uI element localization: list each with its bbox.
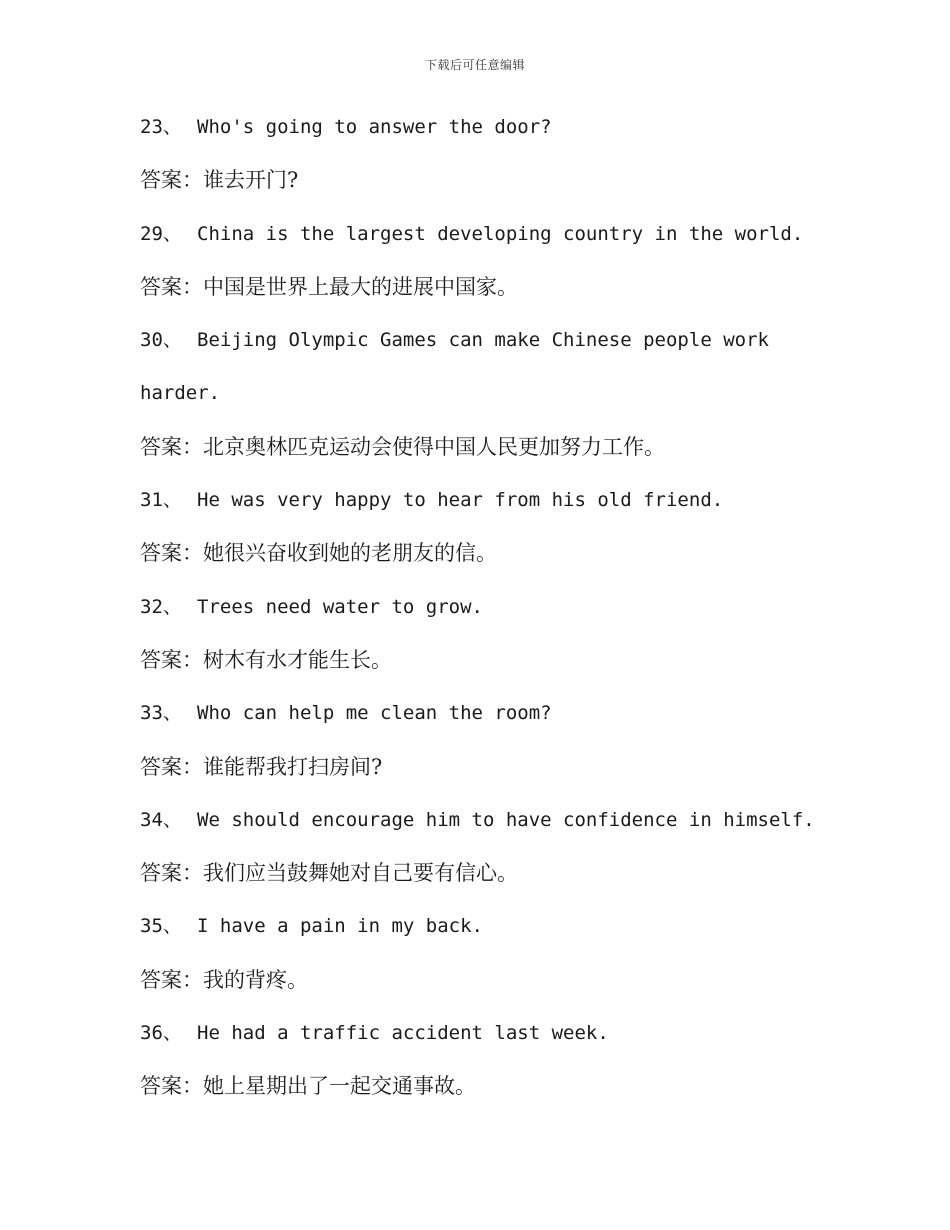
question-text: China is the largest developing country in the world. bbox=[197, 222, 804, 245]
answer-line bbox=[140, 538, 840, 591]
question-text: Who's going to answer the door? bbox=[197, 116, 552, 138]
question-text: harder. bbox=[140, 382, 221, 405]
question-text: I have a pain in my back. bbox=[197, 915, 483, 938]
question-line bbox=[140, 485, 840, 538]
question-line bbox=[140, 112, 840, 165]
question-text: Who can help me clean the room? bbox=[197, 702, 552, 725]
question-number: 32、 bbox=[140, 595, 182, 618]
question-line bbox=[140, 592, 840, 645]
answer-text: 答案：她上星期出了一起交通事故。 bbox=[140, 1074, 476, 1099]
question-number: 30、 bbox=[140, 329, 182, 352]
question-number: 31、 bbox=[140, 489, 182, 512]
question-text: He was very happy to hear from his old friend. bbox=[197, 489, 724, 512]
question-text: Trees need water to grow. bbox=[197, 595, 483, 618]
answer-text: 答案：树木有水才能生长。 bbox=[140, 647, 392, 672]
answer-line bbox=[140, 165, 840, 218]
answer-text: 答案：北京奥林匹克运动会使得中国人民更加努力工作。 bbox=[140, 434, 665, 459]
question-number: 33、 bbox=[140, 702, 182, 725]
answer-line bbox=[140, 645, 840, 698]
question-number: 29、 bbox=[140, 222, 182, 245]
answer-text: 答案：我的背疼。 bbox=[140, 967, 308, 992]
answer-line bbox=[140, 965, 840, 1018]
question-line bbox=[140, 698, 840, 751]
answer-text: 答案：我们应当鼓舞她对自己要有信心。 bbox=[140, 861, 518, 886]
question-number: 35、 bbox=[140, 915, 182, 938]
question-number: 36、 bbox=[140, 1022, 182, 1045]
answer-text: 答案：她很兴奋收到她的老朋友的信。 bbox=[140, 541, 497, 566]
question-number: 23、 bbox=[140, 116, 182, 138]
question-line bbox=[140, 325, 840, 378]
answer-text: 答案：谁能帮我打扫房间? bbox=[140, 754, 383, 779]
qa-list bbox=[140, 112, 840, 1125]
question-line bbox=[140, 378, 840, 431]
answer-line bbox=[140, 432, 840, 485]
question-line bbox=[140, 911, 840, 964]
question-text: He had a traffic accident last week. bbox=[197, 1022, 609, 1045]
question-line bbox=[140, 1018, 840, 1071]
question-line bbox=[140, 219, 840, 272]
answer-line bbox=[140, 752, 840, 805]
question-number: 34、 bbox=[140, 808, 182, 831]
answer-text: 答案：中国是世界上最大的进展中国家。 bbox=[140, 274, 518, 299]
answer-line bbox=[140, 858, 840, 911]
question-text: We should encourage him to have confidence in himself. bbox=[197, 808, 815, 831]
question-line bbox=[140, 805, 840, 858]
answer-line bbox=[140, 1071, 840, 1124]
answer-line bbox=[140, 272, 840, 325]
page-header: 下载后可任意编辑 bbox=[424, 58, 525, 72]
question-text: Beijing Olympic Games can make Chinese people work bbox=[197, 329, 769, 352]
answer-text: 答案：谁去开门? bbox=[140, 168, 299, 193]
